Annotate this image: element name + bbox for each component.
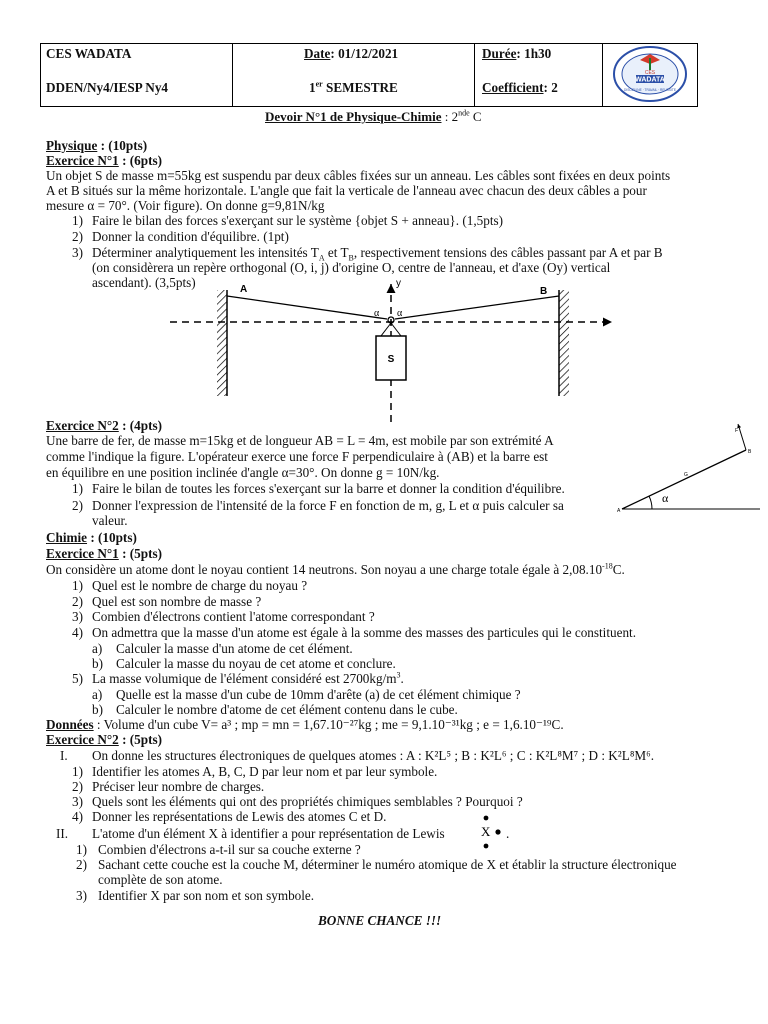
chim-ex1-intro: On considère un atome dont le noyau contient 14 neutrons. Son noyau a une charge totale égale à $2,08.10^{-18}C$. (46, 561, 625, 577)
chim-ex1-q2: Quel est son nombre de masse ? (92, 594, 262, 609)
chim-ex2-q4: Donner les représentations de Lewis des atomes C et D. (92, 809, 387, 824)
lewis-X-symbol: X (481, 824, 491, 839)
label-A: A (240, 284, 248, 295)
duration-value: : 1h30 (516, 46, 552, 61)
donnees-line: Données : Volume d'un cube V= a³ ; mp = mn = 1,67.10⁻²⁷kg ; me = 9,1.10⁻³¹kg ; e = 1,6.10⁻¹⁹C. (46, 717, 564, 732)
phys-ex1-heading: Exercice N°1 : (6pts) (46, 153, 163, 168)
chim-ex1-q4b: Calculer la masse du noyau de cet atome et conclure. (116, 656, 396, 671)
chim-ex1-q3: Combien d'électrons contient l'atome correspondant ? (92, 609, 375, 624)
chim-ex2-r3: Identifier X par son nom et son symbole. (98, 888, 315, 903)
list-num: 2) (72, 498, 83, 513)
label-B: B (748, 449, 752, 455)
header-divider-3 (602, 43, 603, 106)
logo-main-text: WADATA (635, 76, 665, 84)
chim-ex1-q5: La masse volumique de l'élément considéré est $2700kg/m^3$. (92, 670, 404, 686)
chim-ex2-II: L'atome d'un élément X à identifier a pour représentation de Lewis (92, 826, 445, 841)
figure-suspended-object (160, 276, 620, 424)
chim-ex2-r1: Combien d'électrons a-t-il sur sa couche externe ? (98, 842, 361, 857)
list-num: 3) (76, 888, 87, 903)
label-B: B (540, 286, 548, 297)
logo-top-text: CES (644, 70, 656, 76)
duration-label: Durée (482, 46, 517, 61)
school-name: CES WADATA (46, 46, 132, 61)
chim-ex1-q5a: Quelle est la masse d'un cube de 10mm d'arête (a) de cet élément chimique ? (116, 687, 521, 702)
chim-ex2-I: On donne les structures électroniques de quelques atomes : A : K²L⁵ ; B : K²L⁶ ; C : K²L⁸M⁷ ; D : K²L⁸M⁶. (92, 748, 655, 763)
list-num: 4) (72, 809, 83, 824)
force-F (738, 424, 746, 450)
list-num: 3) (72, 245, 83, 260)
phys-ex1-q3: Déterminer analytiquement les intensités $T_A$ et $T_B$, respectivement tensions des câbles passant par A et par B (92, 245, 663, 263)
header-divider-1 (232, 43, 233, 106)
list-letter: b) (92, 656, 103, 671)
list-num: 2) (72, 779, 83, 794)
date-value: : 01/12/2021 (330, 46, 399, 61)
cable-B (395, 296, 559, 319)
phys-ex1-q2: Donner la condition d'équilibre. (1pt) (92, 229, 289, 244)
list-num: 1) (72, 764, 83, 779)
phys-ex1-q3-line3: ascendant). (3,5pts) (92, 275, 196, 290)
chim-ex2-heading: Exercice N°2 : (5pts) (46, 732, 163, 747)
chim-ex2-q3: Quels sont les éléments qui ont des propriétés chimiques semblables ? Pourquoi ? (92, 794, 523, 809)
list-num: 5) (72, 671, 83, 686)
semester-field: 1er SEMESTRE (309, 79, 398, 95)
bar-AB (622, 450, 746, 509)
page-title: Devoir N°1 de Physique-Chimie : 2nde C (265, 108, 482, 124)
physique-heading: Physique : (10pts) (46, 138, 148, 153)
chim-ex1-q5b: Calculer le nombre d'atome de cet élément contenu dans le cube. (116, 702, 458, 717)
figure-inclined-bar (614, 418, 764, 518)
phys-ex2-text: Une barre de fer, de masse m=15kg et de longueur AB = L = 4m, est mobile par son extrémité A (46, 433, 554, 448)
phys-ex2-q2b: valeur. (92, 513, 128, 528)
list-num: 1) (72, 481, 83, 496)
chim-ex2-q1: Identifier les atomes A, B, C, D par leur nom et par leur symbole. (92, 764, 438, 779)
chim-ex1-q4a: Calculer la masse d'un atome de cet élément. (116, 641, 353, 656)
label-G: G (684, 472, 688, 478)
list-num: 1) (72, 213, 83, 228)
angle-alpha-left: α (374, 308, 380, 319)
list-num: 2) (72, 594, 83, 609)
list-num: 3) (72, 794, 83, 809)
roman-num: II. (56, 826, 69, 841)
list-num: 4) (72, 625, 83, 640)
angle-alpha-right: α (397, 308, 403, 319)
label-y: y (396, 278, 401, 289)
phys-ex1-q3-line2: (on considèrera un repère orthogonal (O, i, j) d'origine O, centre de l'anneau, et d'axe (Oy) vertical (92, 260, 611, 275)
list-letter: a) (92, 641, 103, 656)
footer-message: BONNE CHANCE !!! (318, 913, 442, 928)
phys-ex2-text: en équilibre en une position inclinée d'angle α=30°. On donne g = 10N/kg. (46, 465, 440, 480)
logo-motto: DISCIPLINE · TRAVAIL · REUSSITE (624, 88, 676, 92)
header-divider-2 (474, 43, 475, 106)
phys-ex1-text: A et B situés sur la même horizontale. L'angle que fait la verticale de l'anneau avec chacun des deux câbles a pour (46, 183, 647, 198)
date-label: Date (304, 46, 331, 61)
phys-ex2-heading: Exercice N°2 : (4pts) (46, 418, 163, 433)
coef-label: Coefficient (482, 80, 544, 95)
school-logo (612, 46, 688, 104)
phys-ex2-q1: Faire le bilan de toutes les forces s'exerçant sur la barre et donner la condition d'équilibre. (92, 481, 565, 496)
duration-field (482, 46, 551, 61)
chimie-heading: Chimie : (10pts) (46, 530, 137, 545)
list-num: 3) (72, 609, 83, 624)
phys-ex1-q1: Faire le bilan des forces s'exerçant sur le système {objet S + anneau}. (1,5pts) (92, 213, 504, 228)
list-num: 2) (72, 229, 83, 244)
cable-A (227, 296, 387, 319)
list-num: 1) (72, 578, 83, 593)
list-num: 2) (76, 857, 87, 872)
phys-ex2-text: comme l'indique la figure. L'opérateur exerce une force F perpendiculaire à (AB) et la barre est (46, 449, 548, 464)
chim-ex1-heading: Exercice N°1 : (5pts) (46, 546, 163, 561)
right-wall (559, 290, 569, 396)
phys-ex2-q2: Donner l'expression de l'intensité de la force F en fonction de m, g, L et α puis calculer sa (92, 498, 564, 513)
chim-ex2-r2: Sachant cette couche est la couche M, déterminer le numéro atomique de X et établir la structure électronique (98, 857, 677, 872)
label-S: S (387, 354, 395, 365)
chim-ex2-q2: Préciser leur nombre de charges. (92, 779, 265, 794)
label-A: A (617, 508, 621, 514)
chim-ex1-q4: On admettra que la masse d'un atome est égale à la somme des masses des particules qui le constituent. (92, 625, 637, 640)
chim-ex1-q1: Quel est le nombre de charge du noyau ? (92, 578, 308, 593)
date-field (304, 46, 398, 61)
label-F: F (735, 428, 739, 434)
phys-ex1-text: Un objet S de masse m=55kg est suspendu par deux câbles fixées sur un anneau. Les câbles sont fixées en deux points (46, 168, 671, 183)
angle-alpha: α (662, 491, 669, 505)
phys-ex1-text: mesure α = 70°. (Voir figure). On donne g=9,81N/kg (46, 198, 325, 213)
left-wall (217, 290, 227, 396)
chim-ex2-r2b: complète de son atome. (98, 872, 223, 887)
lewis-end: . (506, 826, 510, 841)
roman-num: I. (60, 748, 68, 763)
list-letter: b) (92, 702, 103, 717)
coef-value: : 2 (543, 80, 558, 95)
coef-field (482, 80, 558, 95)
list-letter: a) (92, 687, 103, 702)
lewis-X (476, 814, 504, 850)
admin-name: DDEN/Ny4/IESP Ny4 (46, 80, 169, 95)
list-num: 1) (76, 842, 87, 857)
